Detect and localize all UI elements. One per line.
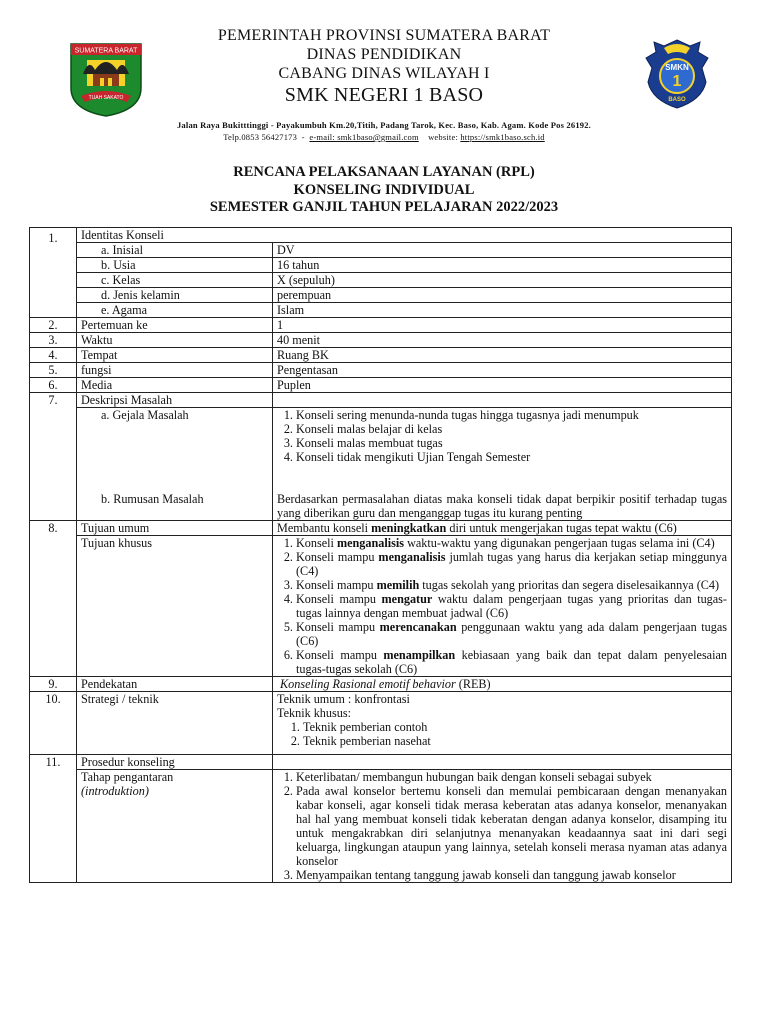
identitas-field: c. Kelas — [77, 273, 273, 288]
row-number: 3. — [30, 333, 77, 348]
text-span: Konseli mampu — [296, 648, 384, 662]
list-item — [296, 592, 727, 620]
bold-span: meningkatkan — [371, 521, 447, 535]
bold-span: merencanakan — [379, 620, 457, 634]
left-logo-title: SUMATERA BARAT — [74, 47, 138, 55]
gejala-list-cell — [273, 408, 732, 493]
row-value: 40 menit — [273, 333, 732, 348]
row-value: Puplen — [273, 378, 732, 393]
table-row — [30, 521, 732, 536]
row-number: 10. — [30, 692, 77, 755]
text-span: Konseli mampu — [296, 578, 377, 592]
table-row — [30, 492, 732, 521]
table-row — [30, 333, 732, 348]
gejala-list — [277, 408, 727, 464]
row-label: Deskripsi Masalah — [77, 393, 273, 408]
row-value: Pengentasan — [273, 363, 732, 378]
identitas-field: a. Inisial — [77, 243, 273, 258]
italic-span: (introduktion) — [81, 784, 149, 798]
row-value: 1 — [273, 318, 732, 333]
row-label: Strategi / teknik — [77, 692, 273, 755]
table-row — [30, 393, 732, 408]
list-item: 1. Konseli sering menunda-nunda tugas hingga tugasnya jadi menumpuk — [296, 408, 727, 422]
tujuan-khusus-list — [277, 536, 727, 676]
text-span: Konseli mampu — [296, 550, 379, 564]
text-span: waktu dalam pengerjaan tugas yang prioritas dan tugas-tugas lainnya dengan membuat jadwal (C6) — [296, 592, 727, 620]
tahap-label: Tahap pengantaran — [81, 770, 174, 784]
row-number: 6. — [30, 378, 77, 393]
list-item: 3. Menyampaikan tentang tanggung jawab konseli dan tanggung jawab konselor — [296, 868, 727, 882]
identitas-value: perempuan — [273, 288, 732, 303]
text-span: Membantu konseli — [277, 521, 372, 535]
header-website-label: website: — [428, 132, 459, 142]
left-logo-banner: TUAH SAKATO — [88, 95, 124, 101]
text-span: diri untuk mengerjakan tugas tepat waktu (C6) — [446, 521, 677, 535]
letterhead — [0, 0, 768, 160]
row-label: Tempat — [77, 348, 273, 363]
row-label: Pertemuan ke — [77, 318, 273, 333]
row-label: Waktu — [77, 333, 273, 348]
header-address: Jalan Raya Bukitttinggi - Payakumbuh Km.20,Titih, Padang Tarok, Kec. Baso, Kab. Agam. Kode Pos 26192. — [176, 120, 592, 130]
rumusan-text: Berdasarkan permasalahan diatas maka konseli tidak dapat berpikir positif terhadap tugas yang diberikan guru dan menganggap tugas itu kurang penting — [273, 492, 732, 521]
table-row — [30, 692, 732, 755]
list-item: 2. Pada awal konselor bertemu konseli dan memulai pembicaraan dengan menanyakan kabar konseli, agar konseli tidak merasa keberatan atas adanya konselor, menanyakan hal hal yang membuat konseli tidak keberatan dengan adanya konselor, disamping itu untuk mengakrabkan diri selanjutnya menanyakan keadaannya saat ini dari segi keluarga, lingkungan ataupun yang lainnya, setelah konseli merasa nyaman atas adanya konselor — [296, 784, 727, 868]
text-span: Konseli mampu — [296, 592, 382, 606]
gejala-label: a. Gejala Masalah — [77, 408, 273, 493]
bold-span: menganalisis — [336, 536, 405, 550]
doc-subtitle: KONSELING INDIVIDUAL — [293, 182, 475, 198]
right-logo-number: 1 — [672, 73, 682, 90]
list-item: 1. Keterlibatan/ membangun hubungan baik dengan konseli sebagai subyek — [296, 770, 727, 784]
list-item — [296, 648, 727, 676]
tahap-label-italic — [81, 784, 268, 798]
identitas-field: e. Agama — [77, 303, 273, 318]
tujuan-umum-text — [273, 521, 732, 536]
text-span: kebiasaan yang baik dan tepat dalam penyelesaian tugas-tugas sekolah (C6) — [296, 648, 727, 676]
pendekatan-value — [273, 677, 732, 692]
text-span: Konseli — [296, 536, 337, 550]
header-school-name: SMK NEGERI 1 BASO — [284, 84, 484, 106]
bold-span: menganalisis — [378, 550, 446, 564]
table-row — [30, 258, 732, 273]
table-row — [30, 677, 732, 692]
table-row — [30, 408, 732, 493]
identitas-field: d. Jenis kelamin — [77, 288, 273, 303]
text-span: Konseli mampu — [296, 620, 380, 634]
header-contact: Telp.0853 56427173 - e-mail: smk1baso@gmail.com website: https://smk1baso.sch.id — [223, 132, 545, 142]
row-number: 2. — [30, 318, 77, 333]
table-row — [30, 243, 732, 258]
tujuan-khusus-cell — [273, 536, 732, 677]
row-label: Prosedur konseling — [77, 755, 273, 770]
identitas-value: X (sepuluh) — [273, 273, 732, 288]
table-row — [30, 755, 732, 770]
table-row — [30, 348, 732, 363]
doc-semester: SEMESTER GANJIL TAHUN PELAJARAN 2022/2023 — [209, 199, 559, 215]
row-value: Ruang BK — [273, 348, 732, 363]
row-number: 8. — [30, 521, 77, 677]
rpl-table — [29, 227, 732, 883]
identitas-value: DV — [273, 243, 732, 258]
list-item — [296, 578, 727, 592]
table-row — [30, 378, 732, 393]
list-item — [296, 550, 727, 578]
list-item: 2. Teknik pemberian nasehat — [303, 734, 727, 748]
italic-span: Konseling Rasional emotif behavior — [280, 677, 456, 691]
header-phone: Telp.0853 56427173 — [223, 132, 298, 142]
right-logo-title: SMKN — [665, 63, 689, 72]
bold-span: menampilkan — [383, 648, 456, 662]
teknik-khusus: Teknik khusus: — [277, 706, 351, 720]
right-logo-bottom: BASO — [668, 97, 686, 103]
header-branch: CABANG DINAS WILAYAH I — [278, 65, 490, 82]
list-item: 2. Konseli malas belajar di kelas — [296, 422, 727, 436]
strategi-cell — [273, 692, 732, 755]
table-row — [30, 228, 732, 243]
tahap-list — [277, 770, 727, 882]
school-logo — [642, 38, 712, 110]
row-number: 4. — [30, 348, 77, 363]
identitas-field: b. Usia — [77, 258, 273, 273]
row-label: fungsi — [77, 363, 273, 378]
doc-title: RENCANA PELAKSANAAN LAYANAN (RPL) — [233, 164, 535, 180]
row-label: Tujuan khusus — [77, 536, 273, 677]
table-row — [30, 536, 732, 677]
header-email[interactable]: e-mail: smk1baso@gmail.com — [309, 132, 419, 142]
row-number: 1. — [30, 228, 77, 318]
text-span: jumlah tugas yang harus dia kerjakan setiap minggunya (C4) — [296, 550, 727, 578]
list-item: 3. Konseli malas membuat tugas — [296, 436, 727, 450]
table-row — [30, 318, 732, 333]
row-number: 9. — [30, 677, 77, 692]
text-span: tugas sekolah yang prioritas dan segera diselesaikannya (C4) — [419, 578, 720, 592]
table-row — [30, 288, 732, 303]
row-number: 5. — [30, 363, 77, 378]
identitas-label: Identitas Konseli — [77, 228, 732, 243]
list-item — [296, 536, 727, 550]
rumusan-label: b. Rumusan Masalah — [77, 492, 273, 521]
list-item: 4. Konseli tidak mengikuti Ujian Tengah Semester — [296, 450, 727, 464]
list-item: 1. Teknik pemberian contoh — [303, 720, 727, 734]
table-row — [30, 303, 732, 318]
row-label: Media — [77, 378, 273, 393]
list-item — [296, 620, 727, 648]
tahap-cell — [273, 770, 732, 883]
row-label: Tujuan umum — [77, 521, 273, 536]
table-row — [30, 273, 732, 288]
table-row — [30, 363, 732, 378]
row-number: 7. — [30, 393, 77, 521]
header-government: PEMERINTAH PROVINSI SUMATERA BARAT — [217, 27, 551, 44]
tahap-label-cell — [77, 770, 273, 883]
bold-span: mengatur — [381, 592, 433, 606]
row-number: 11. — [30, 755, 77, 883]
table-row — [30, 770, 732, 883]
row-label: Pendekatan — [77, 677, 273, 692]
bold-span: memilih — [376, 578, 420, 592]
text-span: (REB) — [455, 677, 491, 691]
identitas-value: 16 tahun — [273, 258, 732, 273]
teknik-list — [277, 720, 727, 748]
text-span: penggunaan waktu yang ada dalam pengerjaan tugas (C6) — [296, 620, 727, 648]
header-website-link[interactable]: https://smk1baso.sch.id — [460, 132, 545, 142]
text-span: waktu-waktu yang digunakan pengerjaan tugas selama ini (C4) — [404, 536, 715, 550]
header-department: DINAS PENDIDIKAN — [306, 46, 462, 63]
identitas-value: Islam — [273, 303, 732, 318]
teknik-umum: Teknik umum : konfrontasi — [277, 692, 410, 706]
